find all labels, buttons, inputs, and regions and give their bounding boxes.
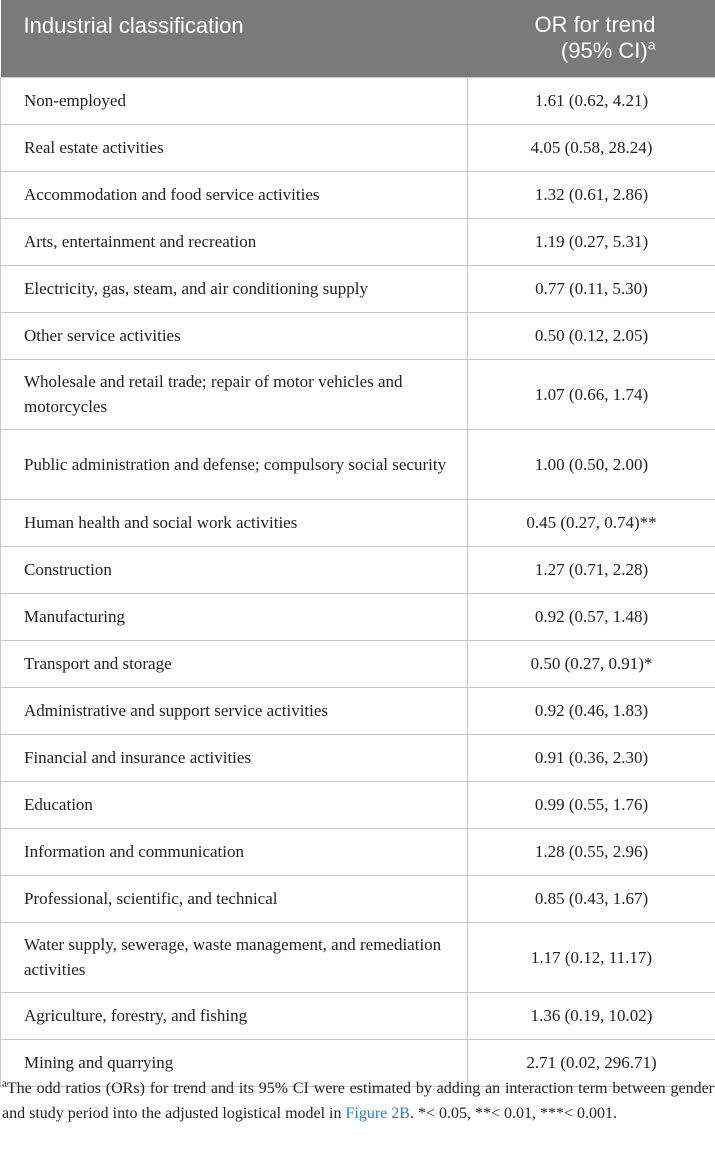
table-row [1,781,715,828]
or-value: 0.92 (0.46, 1.83) [468,687,715,734]
table-row [1,124,715,171]
or-value: 0.92 (0.57, 1.48) [468,593,715,640]
table-row [1,171,715,218]
industry-name: Public administration and defense; compulsory social security [1,429,468,499]
header-or-line1: OR for trend [534,12,656,38]
header-or-for-trend [468,0,715,77]
table-row [1,218,715,265]
industry-name: Electricity, gas, steam, and air conditioning supply [1,265,468,312]
industry-name: Financial and insurance activities [1,734,468,781]
table-row [1,359,715,429]
or-value: 0.50 (0.12, 2.05) [468,312,715,359]
footnote-text-before: The odd ratios (ORs) for trend and its 95% CI were estimated by adding an interaction term between gender and study period into the adjusted logistical model in [2,1080,714,1122]
or-value: 0.77 (0.11, 5.30) [468,265,715,312]
table-row [1,546,715,593]
figure-2b-link[interactable]: Figure 2B [345,1105,410,1122]
footnote-text-after: . *< 0.05, **< 0.01, ***< 0.001. [409,1105,618,1122]
table-row [1,875,715,922]
table-row [1,687,715,734]
table-row [1,77,715,124]
or-value: 0.99 (0.55, 1.76) [468,781,715,828]
or-value: 1.61 (0.62, 4.21) [468,77,715,124]
industry-name: Information and communication [1,828,468,875]
table-row [1,265,715,312]
industry-name: Accommodation and food service activities [1,171,468,218]
table-row [1,992,715,1039]
or-value: 0.91 (0.36, 2.30) [468,734,715,781]
industry-name: Human health and social work activities [1,499,468,546]
industry-name: Other service activities [1,312,468,359]
industry-name: Arts, entertainment and recreation [1,218,468,265]
or-value: 1.36 (0.19, 10.02) [468,992,715,1039]
table-footnote [0,1076,715,1126]
or-value: 1.07 (0.66, 1.74) [468,359,715,429]
header-footnote-marker: a [647,36,656,53]
table-row [1,734,715,781]
industry-name: Manufacturing [1,593,468,640]
or-value: 1.19 (0.27, 5.31) [468,218,715,265]
table-row [1,828,715,875]
or-value: 4.05 (0.58, 28.24) [468,124,715,171]
industry-name: Mining and quarrying [1,1039,468,1086]
or-value: 1.17 (0.12, 11.17) [468,922,715,992]
or-value: 0.85 (0.43, 1.67) [468,875,715,922]
industry-name: Agriculture, forestry, and fishing [1,992,468,1039]
or-value: 1.28 (0.55, 2.96) [468,828,715,875]
industry-name: Water supply, sewerage, waste management, and remediation activities [1,922,468,992]
industry-name: Construction [1,546,468,593]
industry-name: Administrative and support service activities [1,687,468,734]
table-row [1,429,715,499]
table-row [1,922,715,992]
footnote-marker: a [2,1077,7,1090]
or-value: 1.27 (0.71, 2.28) [468,546,715,593]
table-row [1,499,715,546]
table-row [1,593,715,640]
or-value: 0.45 (0.27, 0.74)** [468,499,715,546]
or-value: 1.00 (0.50, 2.00) [468,429,715,499]
or-value: 1.32 (0.61, 2.86) [468,171,715,218]
header-or-line2-wrap [491,38,656,64]
industry-name: Non-employed [1,77,468,124]
industry-name: Education [1,781,468,828]
table-row [1,640,715,687]
table-header-row [1,0,715,77]
industry-name: Transport and storage [1,640,468,687]
or-value: 0.50 (0.27, 0.91)* [468,640,715,687]
industry-name: Wholesale and retail trade; repair of motor vehicles and motorcycles [1,359,468,429]
industry-name: Professional, scientific, and technical [1,875,468,922]
or-value: 2.71 (0.02, 296.71) [468,1039,715,1086]
industry-name: Real estate activities [1,124,468,171]
table-row [1,312,715,359]
header-industrial-classification: Industrial classification [1,0,468,77]
header-or-line2: (95% CI) [560,38,648,64]
